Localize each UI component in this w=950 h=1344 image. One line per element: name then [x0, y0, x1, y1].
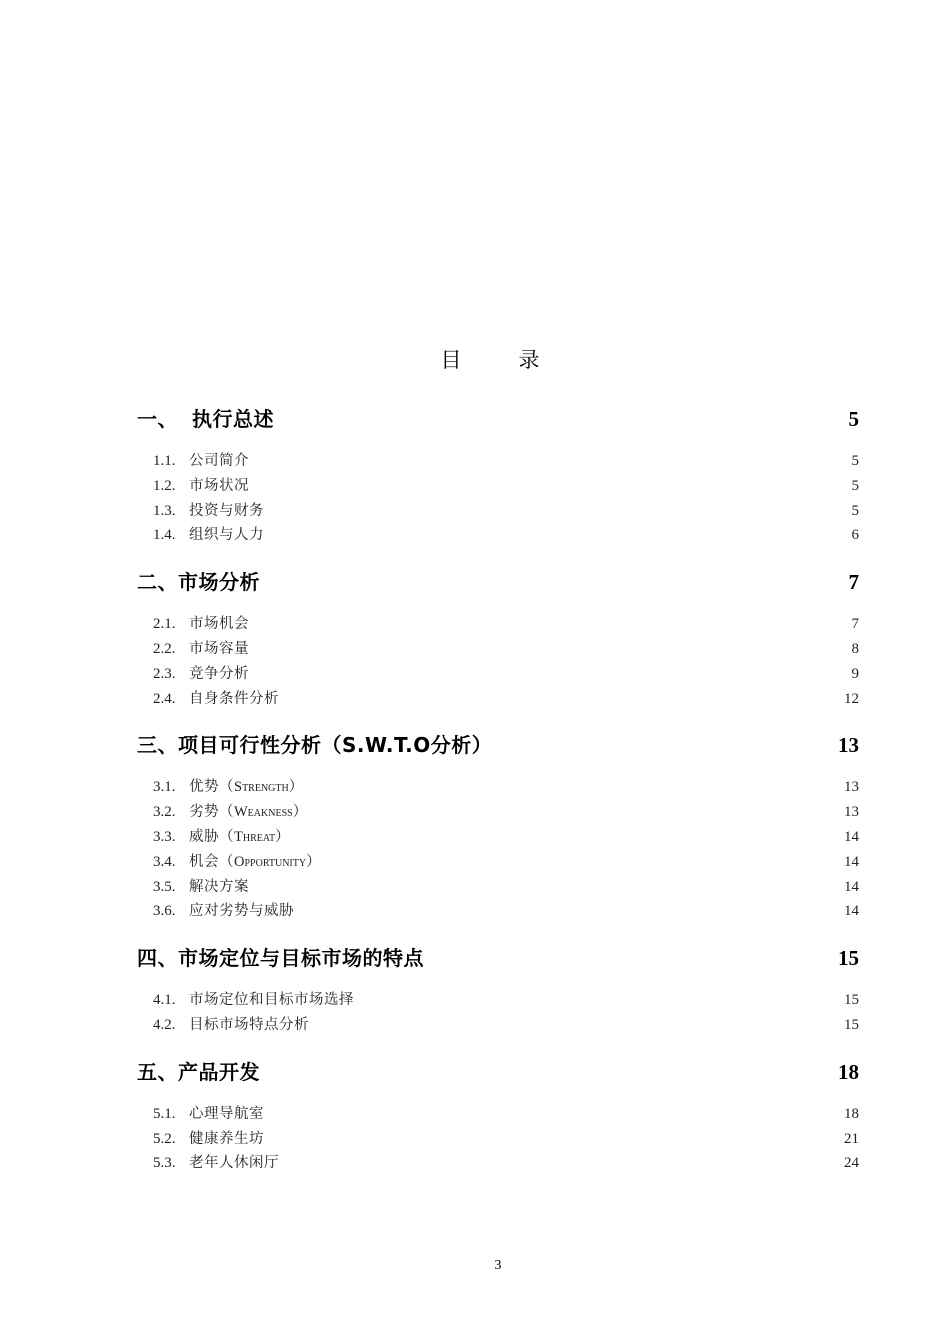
- toc-section-heading[interactable]: [137, 942, 859, 974]
- entry-page-number: 5: [851, 453, 859, 469]
- entry-label: 投资与财务: [189, 502, 264, 519]
- entry-number: 4.2.: [153, 1016, 176, 1033]
- entry-label: 应对劣势与威胁: [189, 903, 294, 920]
- entry-number: 5.1.: [153, 1105, 176, 1122]
- section-number: 二、: [137, 570, 178, 595]
- toc-entry[interactable]: [137, 449, 859, 474]
- toc-entry[interactable]: [137, 499, 859, 524]
- entry-label: 市场机会: [189, 616, 249, 633]
- section-title: [137, 729, 492, 761]
- toc-section-heading[interactable]: [137, 1056, 859, 1088]
- entry-page-number: 18: [844, 1105, 859, 1122]
- entry-page-number: 14: [844, 853, 859, 870]
- entry-number: 3.4.: [153, 853, 176, 870]
- entry-page-number: 5: [851, 477, 859, 494]
- entry-page-number: 15: [844, 992, 859, 1009]
- toc-section-1: [137, 403, 859, 548]
- toc-entry[interactable]: [137, 988, 859, 1013]
- entry-page-number: 7: [851, 616, 859, 633]
- toc-entry[interactable]: [137, 850, 859, 875]
- section-page-number: 7: [848, 570, 859, 595]
- section-title: [137, 566, 260, 598]
- toc-section-heading[interactable]: [137, 729, 859, 761]
- toc-entry[interactable]: [137, 825, 859, 850]
- entry-number: 5.2.: [153, 1130, 176, 1147]
- entry-label: 组织与人力: [189, 527, 264, 544]
- section-title: [137, 942, 424, 974]
- entry-label: 威胁（Threat）: [189, 828, 291, 845]
- entry-number: 2.1.: [153, 616, 176, 633]
- entry-page-number: 21: [844, 1130, 859, 1147]
- entry-label: 竞争分析: [189, 665, 249, 682]
- entry-label: 市场定位和目标市场选择: [189, 992, 354, 1009]
- entry-number: 1.2.: [153, 477, 176, 494]
- entry-number: 3.2.: [153, 804, 176, 821]
- section-title-text: 市场定位与目标市场的特点: [178, 946, 424, 971]
- section-title-text: 执行总述: [192, 407, 274, 431]
- entry-number: 5.3.: [153, 1155, 176, 1172]
- entry-page-number: 14: [844, 878, 859, 895]
- entry-page-number: 8: [851, 640, 859, 657]
- toc-entry[interactable]: [137, 687, 859, 712]
- entry-page-number: 9: [851, 665, 859, 682]
- section-number: 三、: [137, 733, 178, 758]
- entry-number: 4.1.: [153, 992, 176, 1009]
- section-title-text: 市场分析: [178, 570, 260, 595]
- section-title-text: 产品开发: [178, 1059, 260, 1084]
- toc-entry[interactable]: [137, 1151, 859, 1176]
- entry-page-number: 14: [844, 903, 859, 920]
- toc-entry[interactable]: [137, 1102, 859, 1127]
- toc-entry[interactable]: [137, 1127, 859, 1152]
- entry-label: 市场容量: [189, 640, 249, 657]
- section-page-number: 13: [838, 733, 859, 758]
- entry-page-number: 15: [844, 1016, 859, 1033]
- entry-label: 劣势（Weakness）: [189, 804, 308, 821]
- toc-section-heading[interactable]: [137, 566, 859, 598]
- entry-number: 3.1.: [153, 779, 176, 796]
- toc-entry[interactable]: [137, 474, 859, 499]
- entry-page-number: 6: [851, 527, 859, 544]
- section-page-number: 18: [838, 1059, 859, 1084]
- toc-entry[interactable]: [137, 875, 859, 900]
- section-number: 一、: [137, 407, 178, 431]
- entry-page-number: 13: [844, 804, 859, 821]
- entry-number: 3.5.: [153, 878, 176, 895]
- entry-number: 2.3.: [153, 665, 176, 682]
- toc-entry[interactable]: [137, 1013, 859, 1038]
- toc-section-5: [137, 1056, 859, 1176]
- toc-entry[interactable]: [137, 899, 859, 924]
- entry-number: 1.3.: [153, 502, 176, 519]
- entry-page-number: 14: [844, 828, 859, 845]
- toc-title: 目 录: [440, 348, 558, 372]
- toc-section-2: [137, 566, 859, 711]
- entry-label: 公司简介: [189, 453, 249, 469]
- entry-label: 机会（Opportunity）: [189, 853, 322, 870]
- entry-number: 1.4.: [153, 527, 176, 544]
- page-footer-number: 3: [494, 1258, 502, 1273]
- toc-entry[interactable]: [137, 523, 859, 548]
- entry-number: 3.6.: [153, 903, 176, 920]
- section-title-text: 项目可行性分析（S.W.T.O分析）: [178, 733, 493, 758]
- entry-label: 老年人休闲厅: [189, 1155, 279, 1172]
- entry-label: 自身条件分析: [189, 690, 279, 707]
- toc-section-4: [137, 942, 859, 1038]
- entry-label: 心理导航室: [189, 1105, 264, 1122]
- entry-label: 优势（Strength）: [189, 779, 304, 796]
- entry-page-number: 24: [844, 1155, 859, 1172]
- entry-label: 市场状况: [189, 477, 249, 494]
- toc-entry[interactable]: [137, 637, 859, 662]
- entry-page-number: 12: [844, 690, 859, 707]
- entry-label: 健康养生坊: [189, 1130, 264, 1147]
- entry-number: 2.4.: [153, 690, 176, 707]
- entry-number: 1.1.: [153, 453, 176, 469]
- section-title: [137, 403, 274, 435]
- toc-section-heading[interactable]: [137, 403, 859, 435]
- toc-section-3: [137, 729, 859, 924]
- section-page-number: 15: [838, 946, 859, 971]
- section-number: 五、: [137, 1059, 178, 1084]
- entry-number: 2.2.: [153, 640, 176, 657]
- entry-page-number: 5: [851, 502, 859, 519]
- toc-entry[interactable]: [137, 662, 859, 687]
- toc-entry[interactable]: [137, 775, 859, 800]
- entry-label: 解决方案: [189, 878, 249, 895]
- table-of-contents: [137, 403, 859, 1176]
- entry-number: 3.3.: [153, 828, 176, 845]
- toc-entry[interactable]: [137, 612, 859, 637]
- section-page-number: 5: [848, 407, 859, 431]
- entry-label: 目标市场特点分析: [189, 1016, 309, 1033]
- section-title: [137, 1056, 260, 1088]
- section-number: 四、: [137, 946, 178, 971]
- toc-entry[interactable]: [137, 800, 859, 825]
- entry-page-number: 13: [844, 779, 859, 796]
